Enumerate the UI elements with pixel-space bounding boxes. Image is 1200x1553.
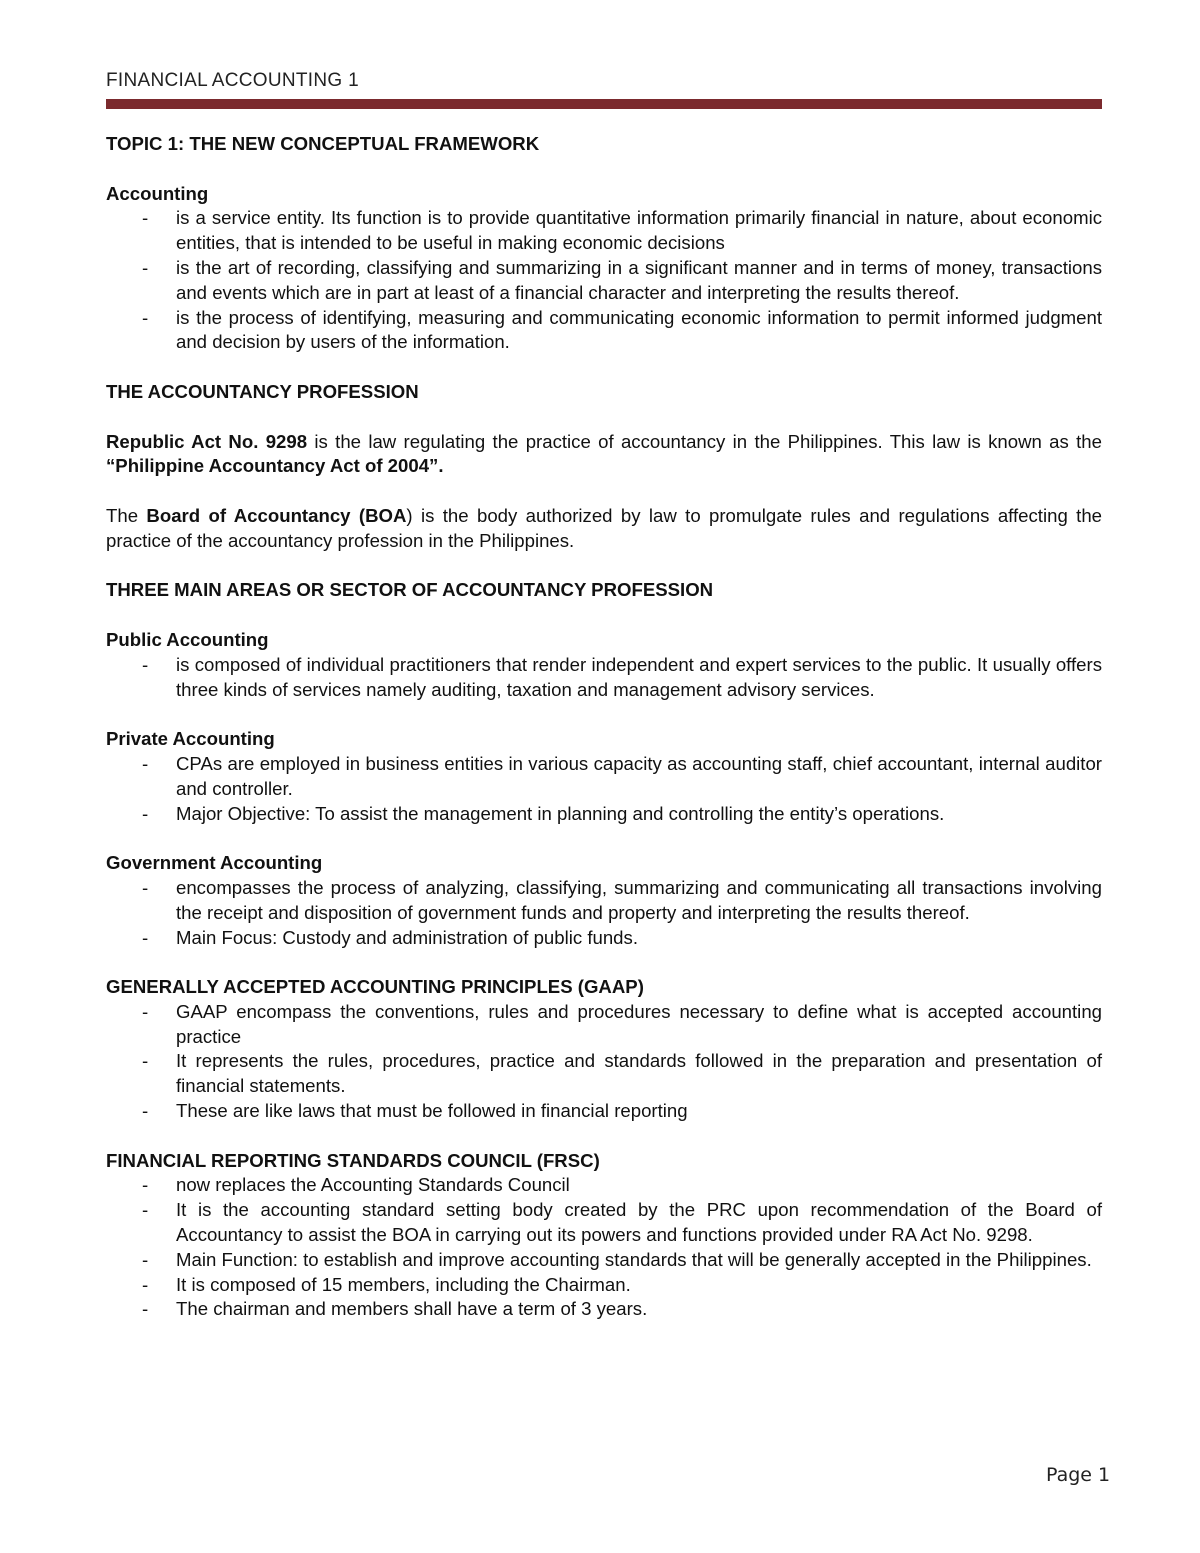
page-number: Page 1 — [1046, 1464, 1111, 1486]
accounting-heading: Accounting — [106, 182, 209, 204]
list-item: - is the art of recording, classifying and summarizing in a significant manner and in terms of money, transactions and events which are in part at least of a financial character and interpreting the results thereof. — [106, 256, 1102, 306]
frsc-list — [106, 1173, 1102, 1322]
list-item: - now replaces the Accounting Standards Council — [106, 1173, 1102, 1198]
list-item: - It is composed of 15 members, including the Chairman. — [106, 1273, 1102, 1298]
list-item: - CPAs are employed in business entities in various capacity as accounting staff, chief accountant, internal auditor and controller. — [106, 752, 1102, 802]
profession-heading: THE ACCOUNTANCY PROFESSION — [106, 380, 419, 402]
frsc-heading: FINANCIAL REPORTING STANDARDS COUNCIL (FRSC) — [106, 1149, 600, 1171]
public-accounting-heading: Public Accounting — [106, 628, 269, 650]
gaap-list — [106, 1000, 1102, 1124]
boa-text: ) is the body authorized by law to promulgate rules and regulations affecting the practice of the accountancy profession in the Philippines. — [106, 504, 1102, 551]
document-body — [106, 132, 1102, 1322]
header-divider — [106, 99, 1102, 109]
list-item: - encompasses the process of analyzing, classifying, summarizing and communicating all transactions involving the receipt and disposition of government funds and property and interpreting the results thereof. — [106, 876, 1102, 926]
list-item: - Major Objective: To assist the management in planning and controlling the entity’s operations. — [106, 802, 1102, 827]
list-item: - is composed of individual practitioners that render independent and expert services to the public. It usually offers three kinds of services namely auditing, taxation and management advisory services. — [106, 653, 1102, 703]
list-item: - It represents the rules, procedures, practice and standards followed in the preparation and presentation of financial statements. — [106, 1049, 1102, 1099]
gaap-heading: GENERALLY ACCEPTED ACCOUNTING PRINCIPLES (GAAP) — [106, 976, 644, 998]
list-item: - is the process of identifying, measuring and communicating economic information to permit informed judgment and decision by users of the information. — [106, 306, 1102, 356]
list-item: - It is the accounting standard setting body created by the PRC upon recommendation of the Board of Accountancy to assist the BOA in carrying out its powers and functions provided under RA Act No. 9298. — [106, 1198, 1102, 1248]
page-header: FINANCIAL ACCOUNTING 1 — [106, 70, 359, 91]
list-item: - is a service entity. Its function is to provide quantitative information primarily financial in nature, about economic entities, that is intended to be useful in making economic decisions — [106, 206, 1102, 256]
sectors-heading: THREE MAIN AREAS OR SECTOR OF ACCOUNTANCY PROFESSION — [106, 579, 714, 601]
boa-prefix: The — [106, 504, 147, 526]
republic-act-name: Republic Act No. 9298 — [106, 430, 308, 452]
public-accounting-list — [106, 653, 1102, 703]
accountancy-act-title: “Philippine Accountancy Act of 2004”. — [106, 455, 444, 477]
private-accounting-heading: Private Accounting — [106, 728, 275, 750]
boa-paragraph — [106, 504, 1102, 554]
list-item: - The chairman and members shall have a term of 3 years. — [106, 1297, 1102, 1322]
list-item: - These are like laws that must be followed in financial reporting — [106, 1099, 1102, 1124]
accounting-list — [106, 206, 1102, 355]
list-item: - GAAP encompass the conventions, rules and procedures necessary to define what is accepted accounting practice — [106, 1000, 1102, 1050]
list-item: - Main Focus: Custody and administration of public funds. — [106, 926, 1102, 951]
republic-act-paragraph — [106, 430, 1102, 480]
republic-act-text: is the law regulating the practice of accountancy in the Philippines. This law is known as the — [307, 430, 1102, 452]
list-item: - Main Function: to establish and improve accounting standards that will be generally accepted in the Philippines. — [106, 1248, 1102, 1273]
private-accounting-list — [106, 752, 1102, 826]
government-accounting-list — [106, 876, 1102, 950]
government-accounting-heading: Government Accounting — [106, 852, 323, 874]
boa-name: Board of Accountancy (BOA — [146, 504, 407, 526]
topic-title: TOPIC 1: THE NEW CONCEPTUAL FRAMEWORK — [106, 133, 540, 154]
